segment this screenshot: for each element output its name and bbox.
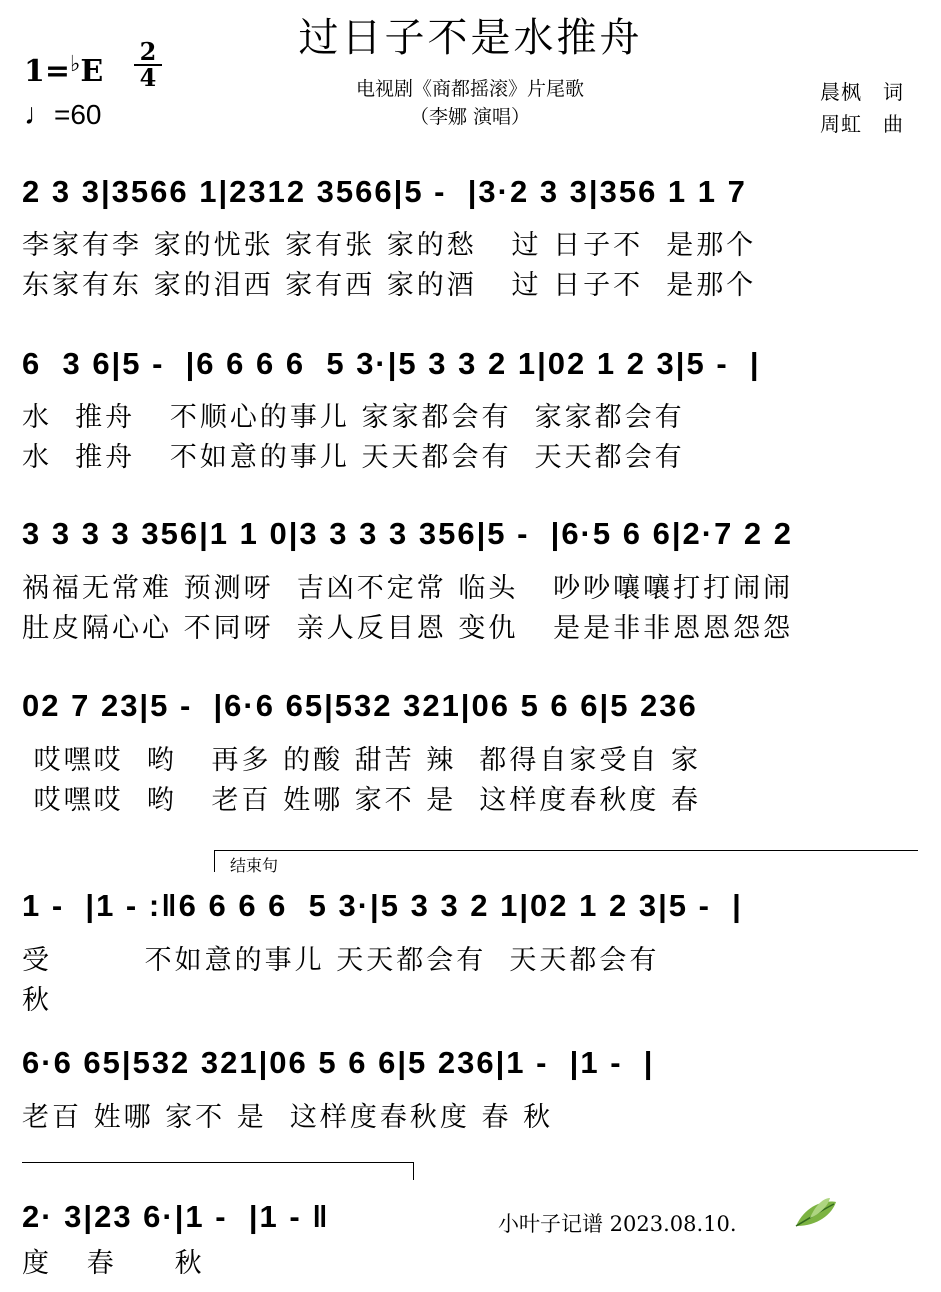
lyrics-row-5-verse-2: 秋 [22,985,52,1016]
tempo-marking [24,98,102,132]
composer-credit: 周虹 曲 [820,112,904,136]
notation-row-3: 3 3 3 3 356|1 1 0|3 3 3 3 356|5 - |6·5 6 6|2·7 2 2 [22,516,794,551]
lyrics-row-3-verse-1: 祸福无常难 预测呀 吉凶不定常 临头 吵吵嚷嚷打打闹闹 [22,573,794,604]
notation-row-2: 6 3 6|5 - |6 6 6 6 5 3·|5 3 3 2 1|02 1 2 3|5 - | [22,346,761,381]
time-signature [134,37,162,92]
lyricist-credit: 晨枫 词 [820,80,904,104]
notation-row-5: 1 - |1 - :‖6 6 6 6 5 3·|5 3 3 2 1|02 1 2 3|5 - | [22,888,743,923]
key-signature [24,52,103,89]
key-prefix: 1= [24,54,71,89]
notation-row-1: 2 3 3|3566 1|2312 3566|5 - |3·2 3 3|356 1 1 7 [22,174,747,209]
tempo-value: =60 [54,99,102,130]
final-bracket-right [413,1162,414,1180]
lyrics-row-4-verse-1: 哎嘿哎 哟 再多 的酸 甜苦 辣 都得自家受自 家 [22,745,701,776]
notation-row-4: 02 7 23|5 - |6·6 65|532 321|06 5 6 6|5 236 [22,688,698,723]
subtitle-singer: （李娜 演唱） [409,106,531,128]
final-bracket-line [22,1162,414,1163]
subtitle-source: 电视剧《商都摇滚》片尾歌 [355,78,584,100]
quarter-note-icon: ♩ [24,98,54,131]
notation-row-7: 2· 3|23 6·|1 - |1 - ‖ [22,1199,330,1234]
lyrics-row-2-verse-1: 水 推舟 不顺心的事儿 家家都会有 家家都会有 [22,402,685,433]
lyrics-row-3-verse-2: 肚皮隔心心 不同呀 亲人反目恩 变仇 是是非非恩恩怨怨 [22,613,794,644]
flat-sign: ♭ [70,52,81,77]
lyrics-row-1-verse-2: 东家有东 家的泪西 家有西 家的酒 过 日子不 是那个 [22,270,757,301]
song-title: 过日子不是水推舟 [298,15,643,61]
lyrics-row-7: 度 春 秋 [22,1248,205,1279]
ending-bracket-left [214,850,215,872]
lyrics-row-1-verse-1: 李家有李 家的忧张 家有张 家的愁 过 日子不 是那个 [22,230,757,261]
transcriber-signature: 小叶子记谱 2023.08.10. [498,1212,737,1236]
lyrics-row-2-verse-2: 水 推舟 不如意的事儿 天天都会有 天天都会有 [22,442,685,473]
leaf-icon [792,1196,840,1234]
lyrics-row-5-verse-1: 受 不如意的事儿 天天都会有 天天都会有 [22,945,660,976]
meter-top: 2 [134,40,162,66]
lyrics-row-4-verse-2: 哎嘿哎 哟 老百 姓哪 家不 是 这样度春秋度 春 [22,785,701,816]
lyrics-row-6: 老百 姓哪 家不 是 这样度春秋度 春 秋 [22,1102,554,1133]
ending-label: 结束句 [230,856,279,875]
notation-row-6: 6·6 65|532 321|06 5 6 6|5 236|1 - |1 - | [22,1045,655,1080]
ending-bracket-line [214,850,918,851]
key-note: E [80,54,104,89]
meter-bottom: 4 [139,63,157,92]
